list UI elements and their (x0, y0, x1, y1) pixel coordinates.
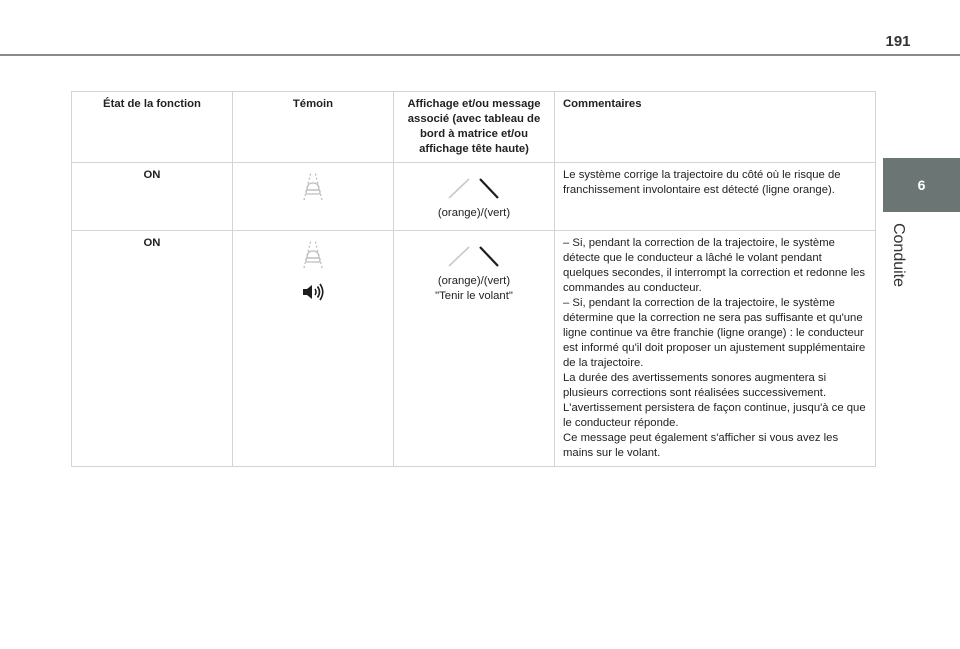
display-color-legend: (orange)/(vert) (437, 207, 511, 219)
speaker-sound-icon (301, 283, 325, 301)
lane-keep-assist-icon (296, 237, 330, 271)
header-display: Affichage et/ou message associé (avec tableau de bord à matrice et/ou affichage tête haute) (394, 92, 555, 163)
comment-cell (555, 231, 876, 467)
header-comments: Commentaires (555, 92, 876, 163)
state-cell: ON (72, 231, 233, 467)
header-rule (0, 54, 960, 56)
lane-lines-icon (442, 176, 506, 200)
comment-text: – Si, pendant la correction de la trajectoire, le système détermine que la correction ne sera pas suffisante et qu'une ligne continue va être franchie (ligne orange) : le conducteur est informé qu'il doit proposer un ajustement supplémentaire de la trajectoire. (563, 297, 866, 369)
chapter-tab[interactable] (883, 158, 960, 212)
lane-lines-icon (442, 244, 506, 268)
state-cell: ON (72, 163, 233, 231)
indicator-cell (233, 231, 394, 467)
indicator-cell (233, 163, 394, 231)
comment-text: – Si, pendant la correction de la trajectoire, le système détecte que le conducteur a lâché le volant pendant quelques secondes, il interrompt la correction et redonne les commandes au conducteur. (563, 237, 866, 294)
table-row (72, 163, 876, 231)
comment-text: L'avertissement persistera de façon continue, jusqu'à ce que le conducteur réponde. (563, 402, 866, 429)
display-cell (394, 231, 555, 467)
chapter-label (883, 215, 913, 295)
display-color-legend: (orange)/(vert) (437, 275, 511, 287)
display-cell (394, 163, 555, 231)
comment-text: La durée des avertissements sonores augmentera si plusieurs corrections sont réalisées successivement. (563, 372, 827, 399)
comment-cell (555, 163, 876, 231)
chapter-number: 6 (917, 177, 926, 193)
header-indicator: Témoin (233, 92, 394, 163)
lane-keep-assist-icon (296, 169, 330, 203)
page-number: 191 (885, 33, 911, 50)
comment-text: Le système corrige la trajectoire du côté où le risque de franchissement involontaire est détecté (ligne orange). (563, 169, 841, 196)
header-state: État de la fonction (72, 92, 233, 163)
comment-text: Ce message peut également s'afficher si vous avez les mains sur le volant. (563, 432, 839, 459)
chapter-title: Conduite (890, 222, 908, 288)
function-state-table (71, 91, 876, 467)
table-row (72, 231, 876, 467)
table-header-row (72, 92, 876, 163)
display-message: "Tenir le volant" (435, 290, 513, 302)
